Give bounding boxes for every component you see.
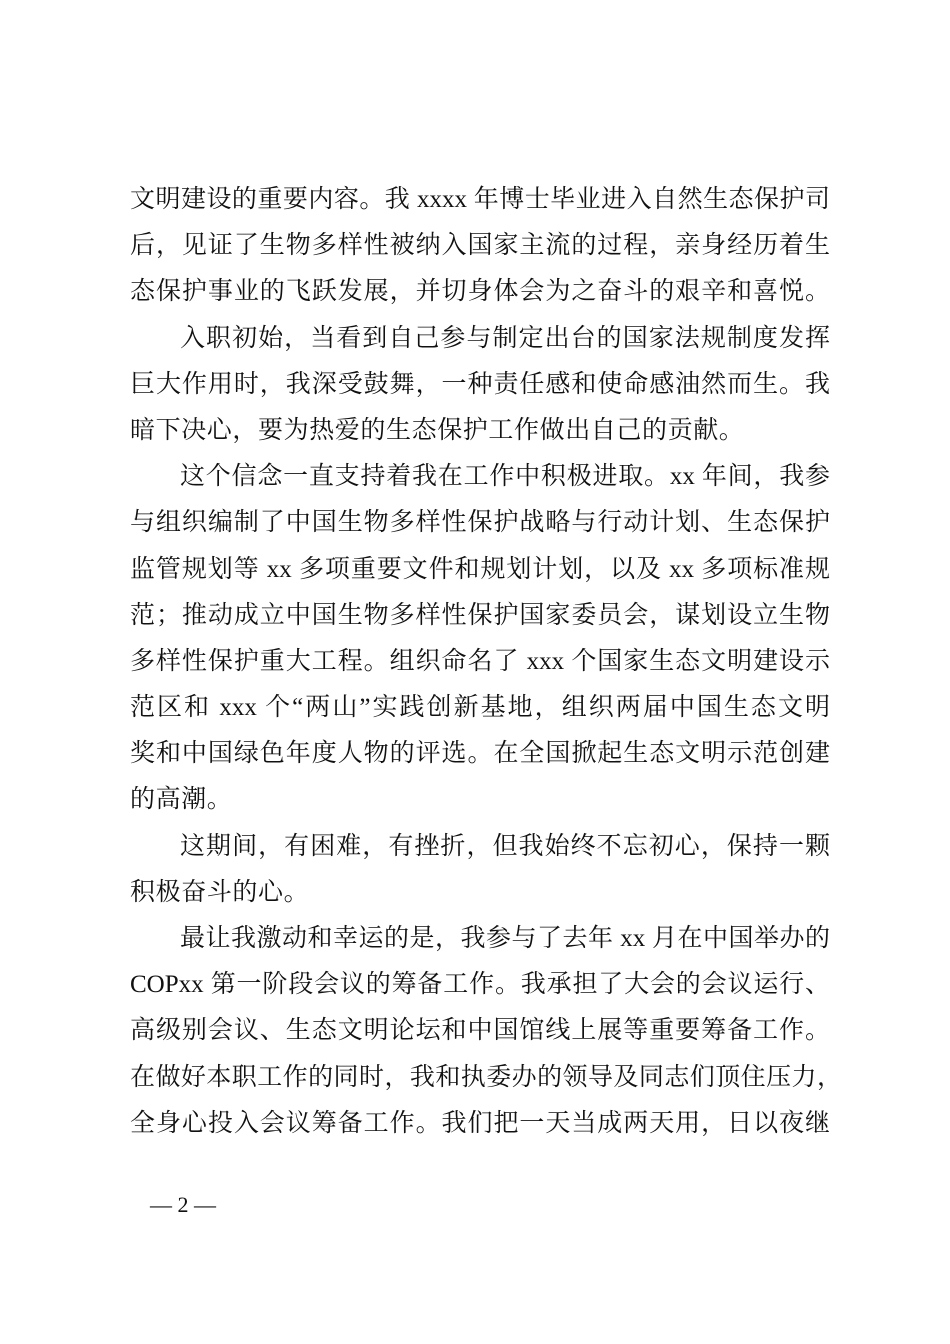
text-line: 在做好本职工作的同时，我和执委办的领导及同志们顶住压力，	[130, 1063, 842, 1091]
document-body	[130, 177, 842, 1147]
text-line: 奖和中国绿色年度人物的评选。在全国掀起生态文明示范创建	[130, 740, 830, 768]
text-line: 这个信念一直支持着我在工作中积极进取。xx 年间，我参	[180, 463, 830, 491]
text-line: 这期间，有困难，有挫折，但我始终不忘初心，保持一颗	[180, 832, 830, 860]
paragraph	[130, 916, 842, 1147]
text-line: 文明建设的重要内容。我 xxxx 年博士毕业进入自然生态保护司	[130, 186, 830, 213]
text-line: 积极奋斗的心。	[130, 878, 310, 906]
text-line: 全身心投入会议筹备工作。我们把一天当成两天用，日以夜继	[130, 1109, 830, 1137]
text-line: 高级别会议、生态文明论坛和中国馆线上展等重要筹备工作。	[130, 1017, 830, 1045]
text-line: COPxx 第一阶段会议的筹备工作。我承担了大会的会议运行、	[130, 971, 830, 999]
paragraph	[130, 454, 830, 824]
text-line: 后，见证了生物多样性被纳入国家主流的过程，亲身经历着生	[130, 232, 830, 260]
text-line: 暗下决心，要为热爱的生态保护工作做出自己的贡献。	[130, 416, 745, 444]
text-line: 监管规划等 xx 多项重要文件和规划计划，以及 xx 多项标准规	[130, 555, 830, 583]
text-line: 范；推动成立中国生物多样性保护国家委员会，谋划设立生物	[130, 601, 830, 629]
text-line: 入职初始，当看到自己参与制定出台的国家法规制度发挥	[180, 324, 830, 352]
text-line: 最让我激动和幸运的是，我参与了去年 xx 月在中国举办的	[180, 925, 830, 952]
text-line: 巨大作用时，我深受鼓舞，一种责任感和使命感油然而生。我	[130, 370, 830, 398]
paragraph	[130, 824, 830, 916]
paragraph	[130, 316, 830, 455]
paragraph	[130, 177, 830, 316]
text-line: 多样性保护重大工程。组织命名了 xxx 个国家生态文明建设示	[130, 647, 830, 675]
text-line: 范区和 xxx 个“两山”实践创新基地，组织两届中国生态文明	[130, 694, 830, 722]
page-number: — 2 —	[150, 1192, 216, 1217]
text-line: 与组织编制了中国生物多样性保护战略与行动计划、生态保护	[130, 509, 830, 537]
text-line: 的高潮。	[130, 786, 233, 814]
text-line: 态保护事业的飞跃发展，并切身体会为之奋斗的艰辛和喜悦。	[130, 278, 830, 306]
